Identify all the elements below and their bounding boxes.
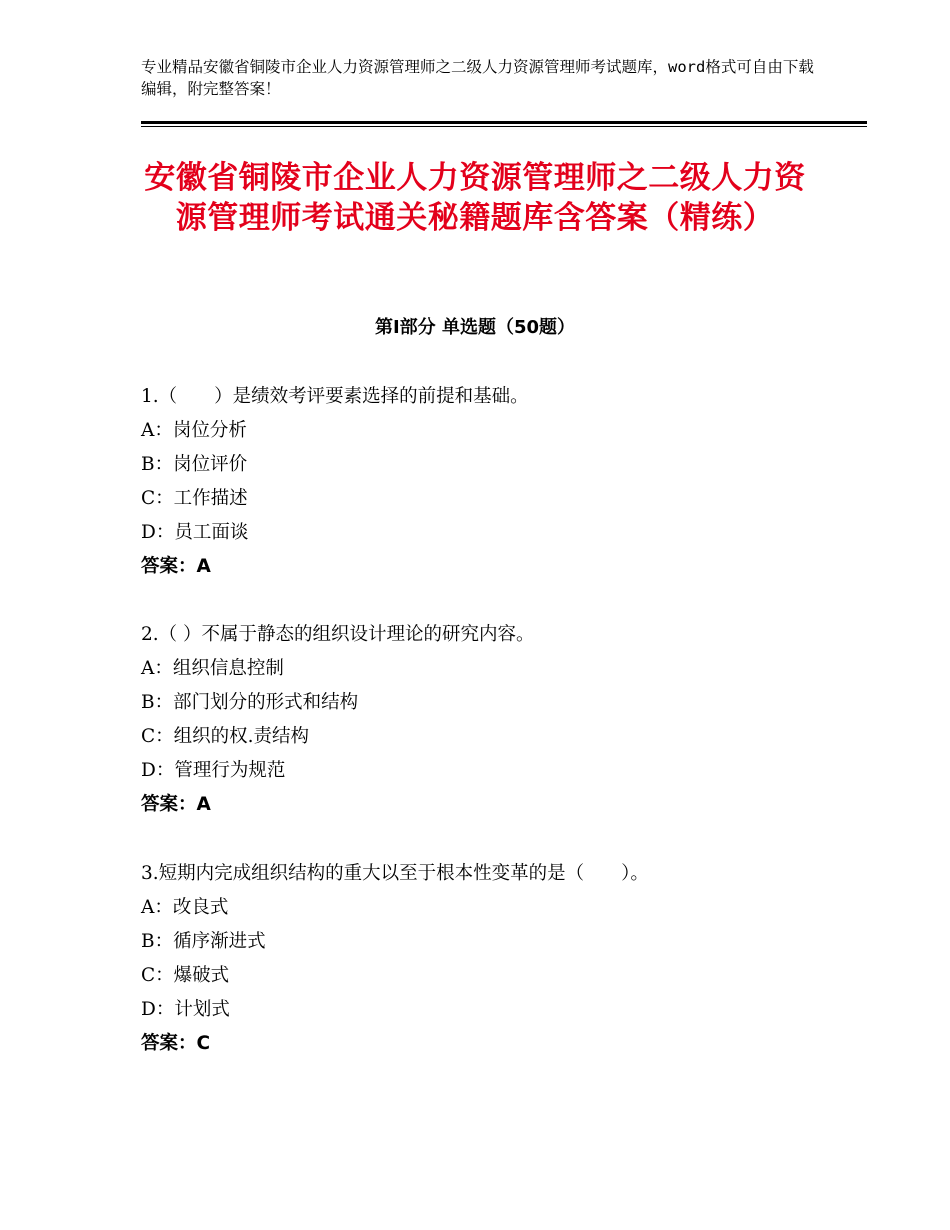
option-a: A：改良式: [141, 897, 229, 918]
option-a: A：组织信息控制: [141, 658, 284, 679]
header-note: 专业精品安徽省铜陵市企业人力资源管理师之二级人力资源管理师考试题库，word格式可自由下载编辑，附完整答案！: [141, 58, 814, 98]
option-c: C：爆破式: [141, 965, 230, 986]
header-rule-thick: [141, 121, 867, 124]
option-d: D：管理行为规范: [141, 760, 286, 781]
question-stem: 2.（ ）不属于静态的组织设计理论的研究内容。: [141, 624, 535, 645]
option-a: A：岗位分析: [141, 420, 247, 441]
option-b: B：循序渐进式: [141, 931, 266, 952]
document-title: 安徽省铜陵市企业人力资源管理师之二级人力资源管理师考试通关秘籍题库含答案（精练）: [144, 160, 806, 236]
question-stem: 3.短期内完成组织结构的重大以至于根本性变革的是（ ）。: [141, 863, 649, 884]
answer: 答案：A: [141, 556, 211, 577]
option-c: C：工作描述: [141, 488, 248, 509]
question-stem: 1.（ ）是绩效考评要素选择的前提和基础。: [141, 386, 529, 407]
option-b: B：岗位评价: [141, 454, 248, 475]
question-3: [141, 857, 841, 1061]
header-rule-thin: [141, 126, 867, 127]
section-title: 第Ⅰ部分 单选题（50题）: [374, 317, 575, 338]
option-c: C：组织的权.责结构: [141, 726, 310, 747]
answer: 答案：C: [141, 1033, 211, 1054]
question-2: [141, 618, 841, 822]
answer: 答案：A: [141, 794, 211, 815]
option-b: B：部门划分的形式和结构: [141, 692, 359, 713]
option-d: D：员工面谈: [141, 522, 249, 543]
option-d: D：计划式: [141, 999, 230, 1020]
question-1: [141, 380, 841, 584]
